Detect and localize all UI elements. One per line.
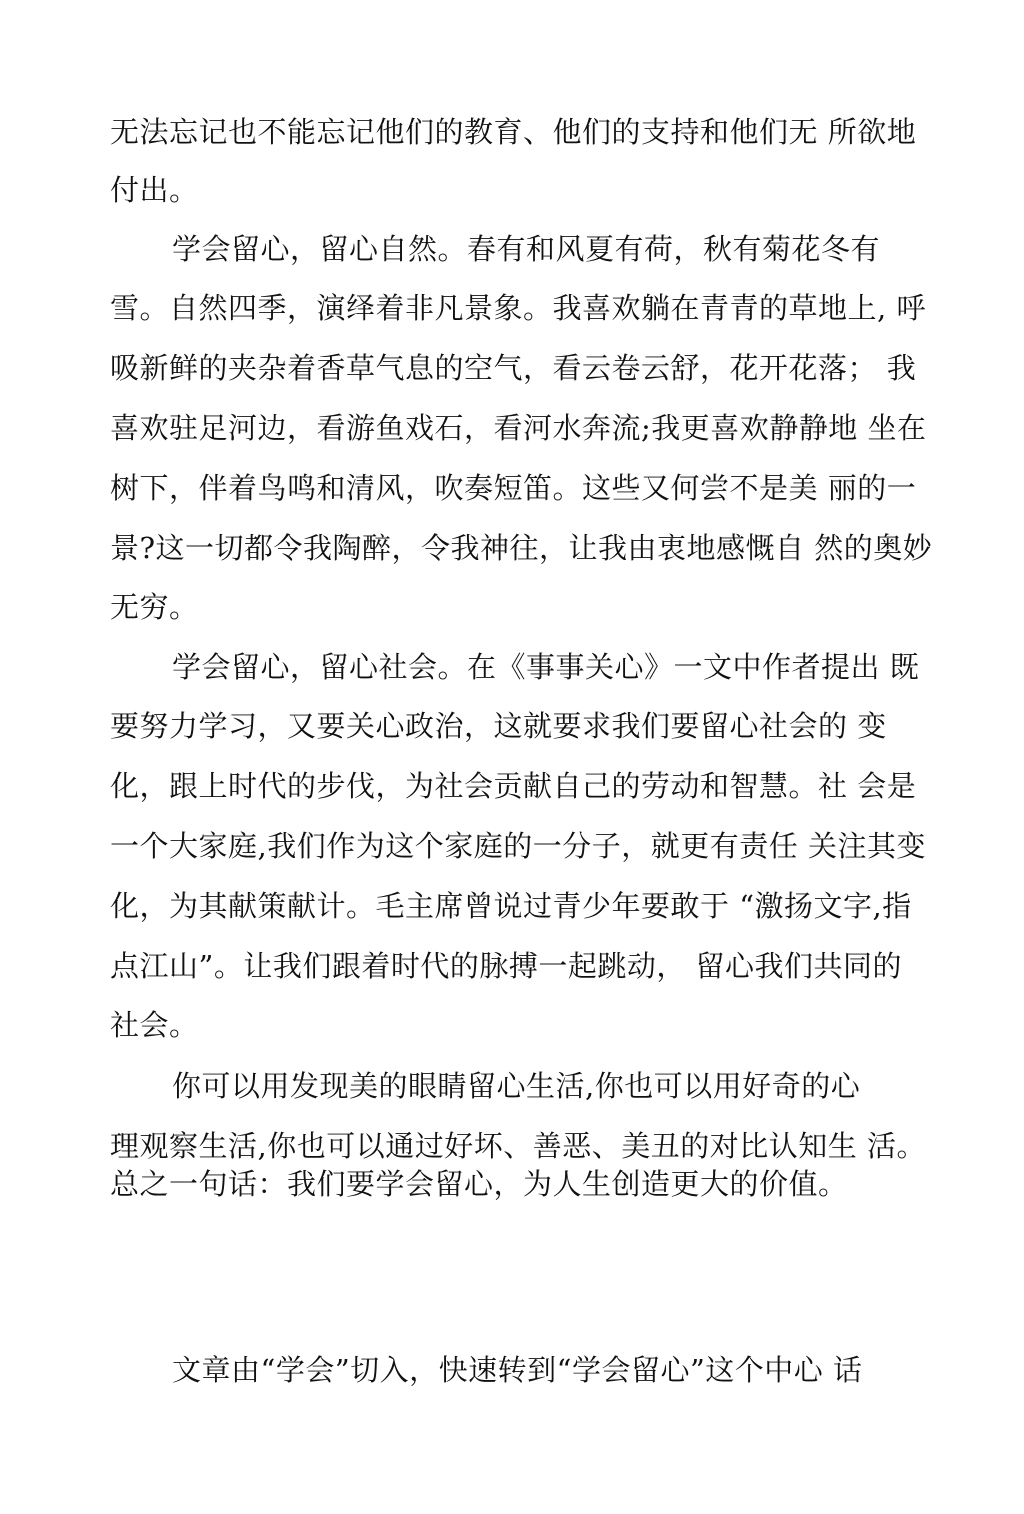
paragraph-start-line: 学会留心，留心自然。春有和风夏有荷，秋有菊花冬有 (172, 232, 881, 266)
text-line: 总之一句话：我们要学会留心，为人生创造更大的价值。 (110, 1167, 848, 1201)
text-line: 无穷。 (110, 590, 199, 624)
text-line: 一个大家庭,我们作为这个家庭的一分子，就更有责任 关注其变 (110, 829, 926, 863)
text-line: 化，跟上时代的步伐，为社会贡献自己的劳动和智慧。社 会是 (110, 769, 917, 803)
text-line: 社会。 (110, 1008, 199, 1042)
text-line: 要努力学习，又要关心政治，这就要求我们要留心社会的 变 (110, 709, 887, 743)
text-line: 树下，伴着鸟鸣和清风，吹奏短笛。这些又何尝不是美 丽的一 (110, 471, 917, 505)
paragraph-start-line: 你可以用发现美的眼睛留心生活,你也可以用好奇的心 (172, 1069, 861, 1103)
text-line: 点江山”。让我们跟着时代的脉搏一起跳动， 留心我们共同的 (110, 949, 903, 983)
text-line: 理观察生活,你也可以通过好坏、善恶、美丑的对比认知生 活。 (110, 1129, 926, 1163)
text-line: 化，为其献策献计。毛主席曾说过青少年要敢于 “激扬文字,指 (110, 889, 912, 923)
text-line: 雪。自然四季，演绎着非凡景象。我喜欢躺在青青的草地上, 呼 (110, 291, 926, 325)
paragraph-start-line: 学会留心，留心社会。在《事事关心》一文中作者提出 既 (172, 650, 920, 684)
text-line: 景?这一切都令我陶醉，令我神往，让我由衷地感慨自 然的奥妙 (110, 531, 933, 565)
paragraph-start-line: 文章由“学会”切入，快速转到“学会留心”这个中心 话 (172, 1353, 863, 1387)
text-line: 无法忘记也不能忘记他们的教育、他们的支持和他们无 所欲地 (110, 115, 917, 149)
text-line: 喜欢驻足河边，看游鱼戏石，看河水奔流;我更喜欢静静地 坐在 (110, 411, 927, 445)
text-line: 付出。 (110, 173, 199, 207)
text-line: 吸新鲜的夹杂着香草气息的空气，看云卷云舒，花开花落； 我 (110, 351, 917, 385)
